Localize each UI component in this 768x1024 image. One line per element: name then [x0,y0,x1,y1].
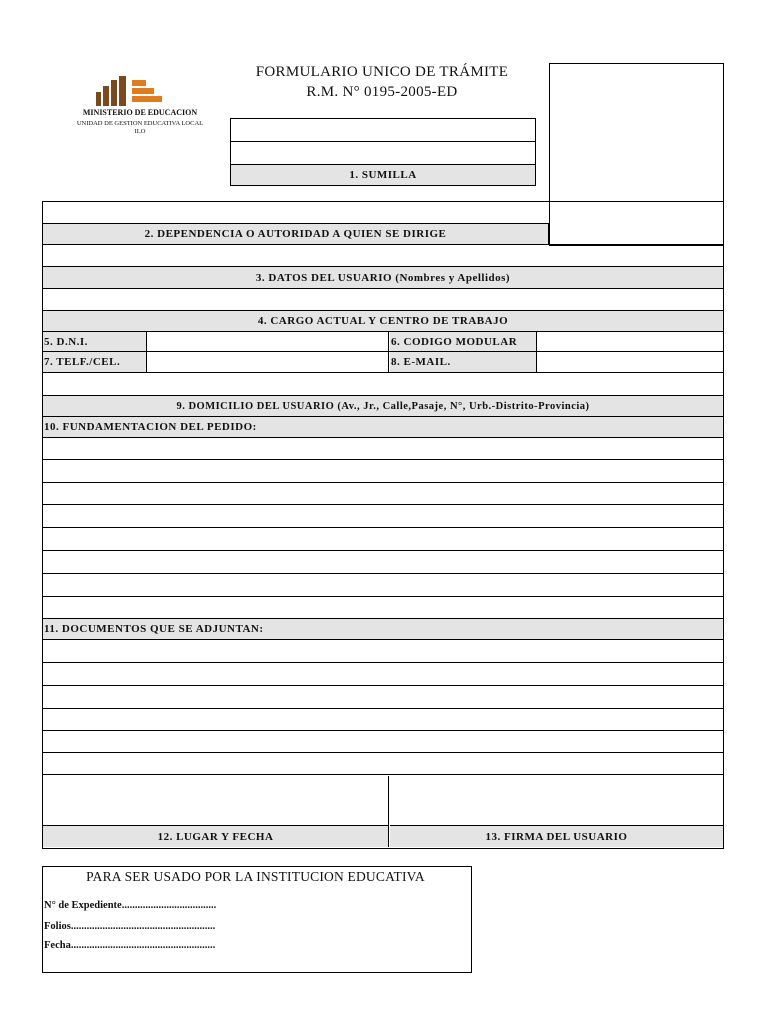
domicilio-field[interactable] [43,373,723,395]
line [43,662,723,663]
codigo-modular-label: 6. CODIGO MODULAR [390,332,537,351]
logo-unit-text: UNIDAD DE GESTION EDUCATIVA LOCAL [76,120,204,127]
line [43,685,723,686]
line [43,752,723,753]
ministry-logo [60,74,220,144]
domicilio-label: 9. DOMICILIO DEL USUARIO (Av., Jr., Calle,Pasaje, N°, Urb.-Distrito-Provincia) [43,395,723,416]
email-field[interactable] [538,352,723,372]
line [43,482,723,483]
form-resolution: R.M. N° 0195-2005-ED [306,84,458,100]
lugar-fecha-field[interactable] [43,776,389,825]
logo-city-text: ILO [134,128,146,135]
logo-ministry-text: MINISTERIO DE EDUCACION [82,108,198,117]
datos-usuario-label: 3. DATOS DEL USUARIO (Nombres y Apellidos) [43,266,723,288]
expediente-field[interactable]: N° de Expediente.................................... [44,900,217,911]
cargo-label: 4. CARGO ACTUAL Y CENTRO DE TRABAJO [43,310,723,331]
form-title: FORMULARIO UNICO DE TRÁMITE [255,64,509,80]
line [43,774,723,775]
line [43,596,723,597]
line [43,708,723,709]
line [43,527,723,528]
line [43,459,723,460]
fundamentacion-label: 10. FUNDAMENTACION DEL PEDIDO: [43,416,723,437]
dni-field[interactable] [148,332,389,351]
institution-box-title: PARA SER USADO POR LA INSTITUCION EDUCATIVA [86,869,425,884]
email-label: 8. E-MAIL. [390,352,537,372]
fundamentacion-lines[interactable] [43,437,723,618]
line [43,573,723,574]
cargo-field[interactable] [43,289,723,310]
lugar-fecha-label: 12. LUGAR Y FECHA [43,825,389,847]
dependencia-field[interactable] [43,202,549,223]
telf-label: 7. TELF./CEL. [43,352,147,372]
dni-label: 5. D.N.I. [43,332,147,351]
line [43,730,723,731]
sumilla-field-1[interactable] [230,118,536,142]
fecha-field[interactable]: Fecha....................................................... [44,940,216,951]
folios-field[interactable]: Folios....................................................... [44,921,216,932]
ministry-logo-icon [60,74,220,110]
codigo-modular-field[interactable] [538,332,723,351]
documentos-lines[interactable] [43,639,723,775]
line [43,437,723,438]
firma-field[interactable] [391,776,723,825]
sumilla-label: 1. SUMILLA [230,164,536,186]
datos-usuario-field[interactable] [43,245,723,266]
line [43,504,723,505]
firma-label: 13. FIRMA DEL USUARIO [390,825,723,847]
telf-field[interactable] [148,352,389,372]
dependencia-label: 2. DEPENDENCIA O AUTORIDAD A QUIEN SE DIRIGE [43,224,549,244]
line [43,550,723,551]
institution-box [42,866,472,973]
sumilla-field-2[interactable] [230,141,536,165]
documentos-label: 11. DOCUMENTOS QUE SE ADJUNTAN: [43,618,723,639]
line [43,639,723,640]
